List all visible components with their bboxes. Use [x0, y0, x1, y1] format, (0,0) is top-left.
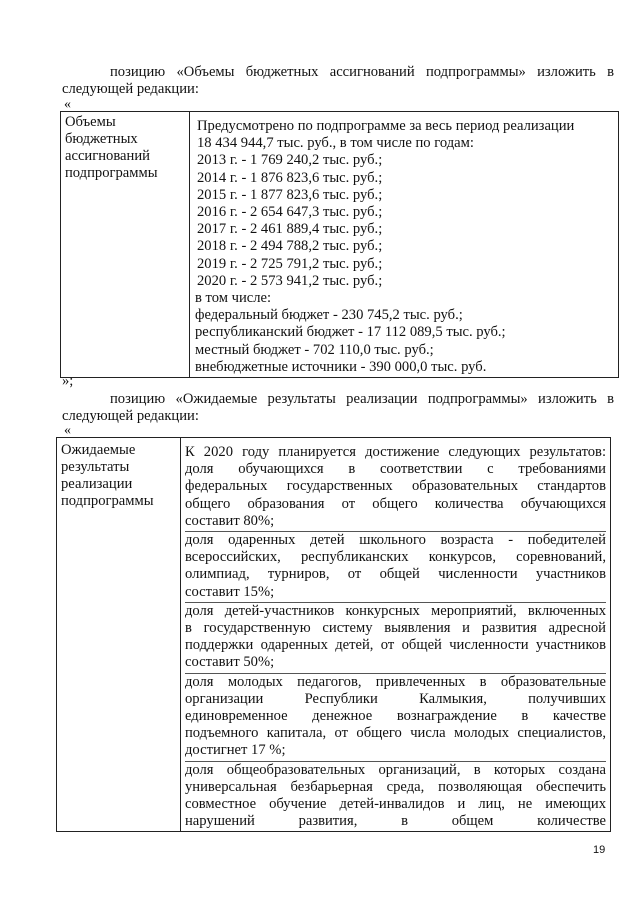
label-line: Ожидаемые: [61, 442, 136, 458]
budget-line: 18 434 944,7 тыс. руб., в том числе по годам:: [197, 135, 474, 152]
budget-line: 2017 г. - 2 461 889,4 тыс. руб.;: [197, 221, 383, 238]
label-line: результаты: [61, 459, 130, 475]
budget-line: Предусмотрено по подпрограмме за весь период реализации: [197, 118, 575, 134]
results-table: [56, 437, 611, 832]
budget-line: местный бюджет - 702 110,0 тыс. руб.;: [195, 341, 434, 358]
result-item: [185, 444, 606, 532]
budget-line: республиканский бюджет - 17 112 089,5 тыс. руб.;: [195, 324, 506, 341]
result-line: доля обучающихся в соответствии с требованиями: [185, 461, 606, 478]
budget-content-cell: [190, 112, 619, 378]
budget-table: [60, 111, 619, 378]
result-line: подъемного капитала, от общего числа молодых специалистов,: [185, 725, 606, 742]
paragraph-line: позицию «Ожидаемые результаты реализации подпрограммы» изложить в: [110, 391, 614, 407]
budget-label-cell: [61, 112, 190, 378]
opening-quote: «: [64, 97, 71, 112]
result-item: [185, 532, 606, 603]
result-line: совместное обучение детей-инвалидов и лиц, не имеющих: [185, 796, 606, 813]
label-line: ассигнований: [65, 148, 150, 164]
result-line: федеральных государственных образовательных стандартов: [185, 478, 606, 495]
result-line: доля детей-участников конкурсных мероприятий, включенных: [185, 602, 606, 619]
opening-quote: «: [64, 423, 71, 438]
result-line: составит 15%;: [185, 583, 275, 600]
paragraph-line: следующей редакции:: [62, 81, 199, 97]
budget-line: 2020 г. - 2 573 941,2 тыс. руб.;: [197, 272, 383, 289]
label-line: подпрограммы: [61, 493, 154, 509]
result-line: организации Республики Калмыкия, получивших: [185, 690, 606, 707]
label-line: Объемы: [65, 114, 116, 130]
budget-line: внебюджетные источники - 390 000,0 тыс. руб.: [195, 358, 487, 375]
result-item: [185, 674, 606, 762]
label-line: бюджетных: [65, 131, 138, 147]
budget-line: 2016 г. - 2 654 647,3 тыс. руб.;: [197, 204, 383, 221]
result-line: составит 50%;: [185, 654, 275, 671]
result-line: универсальная безбарьерная среда, позволяющая обеспечить: [185, 778, 606, 795]
label-line: реализации: [61, 476, 133, 492]
result-line: поддержки одаренных детей, от общей численности участников: [185, 637, 606, 654]
result-line: К 2020 году планируется достижение следующих результатов:: [185, 444, 606, 460]
results-content-cell: [181, 438, 611, 832]
label-line: подпрограммы: [65, 165, 158, 181]
results-label-cell: [57, 438, 181, 832]
budget-line: 2013 г. - 1 769 240,2 тыс. руб.;: [197, 152, 383, 169]
budget-line: 2018 г. - 2 494 788,2 тыс. руб.;: [197, 238, 383, 255]
page-number: 19: [593, 844, 606, 856]
paragraph-line: позицию «Объемы бюджетных ассигнований подпрограммы» изложить в: [110, 64, 614, 80]
result-line: доля молодых педагогов, привлеченных в образовательные: [185, 673, 606, 690]
budget-line: федеральный бюджет - 230 745,2 тыс. руб.;: [195, 307, 463, 324]
result-line: единовременное денежное вознаграждение в качестве: [185, 708, 606, 725]
budget-line: 2015 г. - 1 877 823,6 тыс. руб.;: [197, 186, 383, 203]
intro-paragraph-results: [62, 391, 614, 425]
budget-line: в том числе:: [195, 290, 272, 307]
budget-line: 2014 г. - 1 876 823,6 тыс. руб.;: [197, 169, 383, 186]
intro-paragraph-budget: [62, 64, 614, 98]
result-line: общего образования от общего количества обучающихся: [185, 495, 606, 512]
result-line: доля общеобразовательных организаций, в которых создана: [185, 761, 606, 778]
result-line: достигнет 17 %;: [185, 742, 286, 759]
result-line: составит 80%;: [185, 512, 275, 529]
paragraph-line: следующей редакции:: [62, 408, 199, 424]
result-line: в государственную систему выявления и развития адресной: [185, 620, 606, 637]
budget-line: 2019 г. - 2 725 791,2 тыс. руб.;: [197, 255, 383, 272]
closing-quote: »;: [62, 373, 74, 389]
result-line: всероссийских, республиканских конкурсов, соревнований,: [185, 549, 606, 566]
result-item: [185, 762, 606, 832]
result-line: олимпиад, турниров, от общей численности участников: [185, 566, 606, 583]
result-item: [185, 603, 606, 674]
result-line: доля одаренных детей школьного возраста - победителей: [185, 532, 606, 549]
result-line: нарушений развития, в общем количестве: [185, 813, 606, 830]
